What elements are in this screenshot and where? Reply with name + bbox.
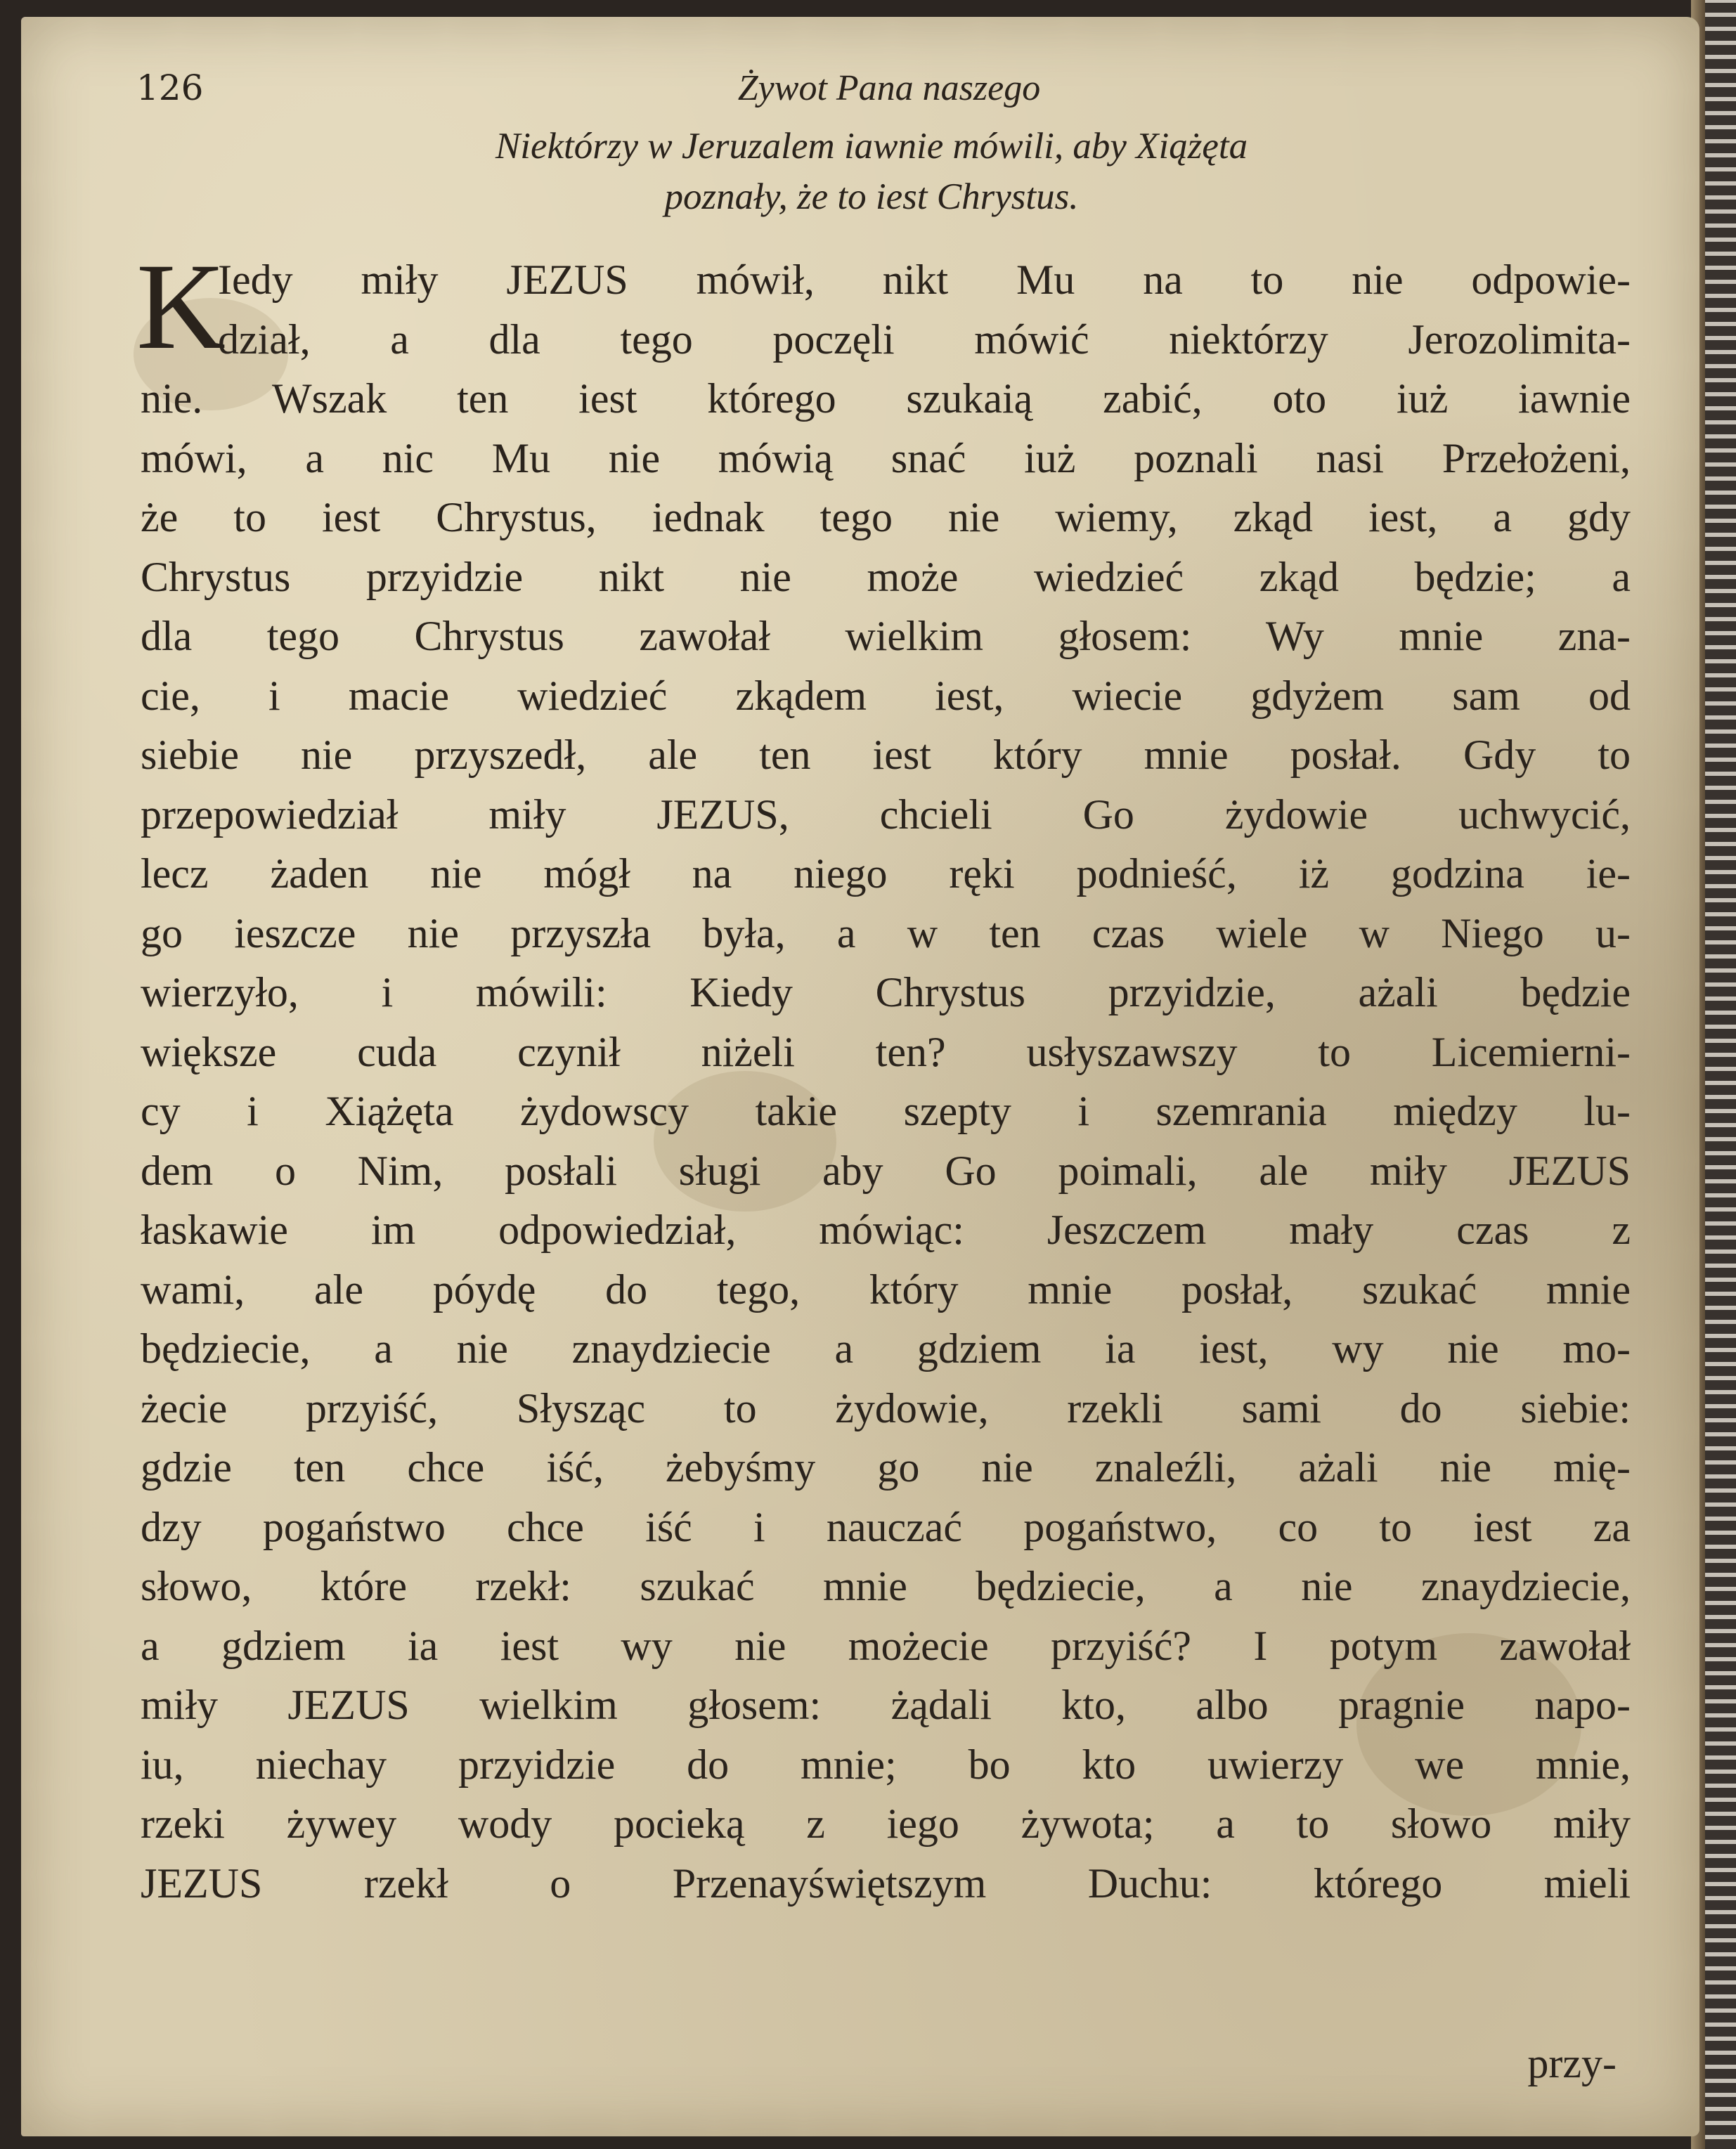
text-line: cie, i macie wiedzieć zkądem iest, wiecie gdyżem sam od bbox=[141, 672, 1631, 719]
text-line: rzeki żywey wody pocieką z iego żywota; a to słowo miły bbox=[141, 1800, 1631, 1847]
text-line: że to iest Chrystus, iednak tego nie wiemy, zkąd iest, a gdy bbox=[141, 494, 1631, 540]
text-line: lecz żaden nie mógł na niego ręki podnieść, iż godzina ie- bbox=[141, 850, 1631, 897]
text-line: a gdziem ia iest wy nie możecie przyiść? I potym zawołał bbox=[141, 1622, 1631, 1669]
text-line: dem o Nim, posłali sługi aby Go poimali, ale miły JEZUS bbox=[141, 1147, 1631, 1194]
catchword: przy- bbox=[1527, 2040, 1617, 2086]
page-number: 126 bbox=[136, 67, 204, 108]
text-line: JEZUS rzekł o Przenayświętszym Duchu: którego mieli bbox=[141, 1859, 1631, 1907]
text-line: żecie przyiść, Słysząc to żydowie, rzekli sami do siebie: bbox=[141, 1384, 1631, 1431]
chapter-summary bbox=[141, 121, 1602, 222]
text-line: wami, ale póydę do tego, który mnie posłał, szukać mnie bbox=[141, 1266, 1631, 1313]
drop-cap: K bbox=[136, 238, 226, 375]
summary-line: poznały, że to iest Chrystus. bbox=[664, 176, 1079, 217]
text-line: iu, niechay przyidzie do mnie; bo kto uwierzy we mnie, bbox=[141, 1741, 1631, 1788]
text-line: siebie nie przyszedł, ale ten iest który mnie posłał. Gdy to bbox=[141, 732, 1631, 778]
text-line: miły JEZUS wielkim głosem: żądali kto, albo pragnie napo- bbox=[141, 1682, 1631, 1728]
text-line: dla tego Chrystus zawołał wielkim głosem: Wy mnie zna- bbox=[141, 613, 1631, 659]
text-line: cy i Xiążęta żydowscy takie szepty i szemrania między lu- bbox=[141, 1088, 1631, 1134]
text-line: mówi, a nic Mu nie mówią snać iuż poznali nasi Przełożeni, bbox=[141, 434, 1631, 481]
text-line: większe cuda czynił niżeli ten? usłyszawszy to Licemierni- bbox=[141, 1028, 1631, 1075]
text-line: gdzie ten chce iść, żebyśmy go nie znaleźli, ażali nie mię- bbox=[141, 1444, 1631, 1491]
text-line: nie. Wszak ten iest którego szukaią zabić, oto iuż iawnie bbox=[141, 375, 1631, 422]
body-text bbox=[136, 238, 1631, 1913]
running-head: Żywot Pana naszego bbox=[737, 68, 1041, 108]
text-line: przepowiedział miły JEZUS, chcieli Go żydowie uchwycić, bbox=[141, 791, 1631, 838]
text-line: wierzyło, i mówili: Kiedy Chrystus przyidzie, ażali będzie bbox=[141, 969, 1631, 1015]
text-line: dzy pogaństwo chce iść i nauczać pogaństwo, co to iest za bbox=[141, 1503, 1631, 1550]
text-line: go ieszcze nie przyszła była, a w ten czas wiele w Niego u- bbox=[141, 909, 1631, 956]
summary-line: Niektórzy w Jeruzalem iawnie mówili, aby Xiążęta bbox=[495, 126, 1248, 167]
text-line: będziecie, a nie znaydziecie a gdziem ia iest, wy nie mo- bbox=[141, 1325, 1631, 1372]
text-line: łaskawie im odpowiedział, mówiąc: Jeszczem mały czas z bbox=[141, 1207, 1631, 1253]
text-line: słowo, które rzekł: szukać mnie będziecie, a nie znaydziecie, bbox=[141, 1563, 1631, 1609]
text-line: dział, a dla tego poczęli mówić niektórzy Jerozolimita- bbox=[218, 316, 1631, 363]
text-line: Chrystus przyidzie nikt nie może wiedzieć zkąd będzie; a bbox=[141, 553, 1631, 600]
text-line: Iedy miły JEZUS mówił, nikt Mu na to nie odpowie- bbox=[218, 257, 1631, 303]
page-header bbox=[119, 67, 1602, 110]
